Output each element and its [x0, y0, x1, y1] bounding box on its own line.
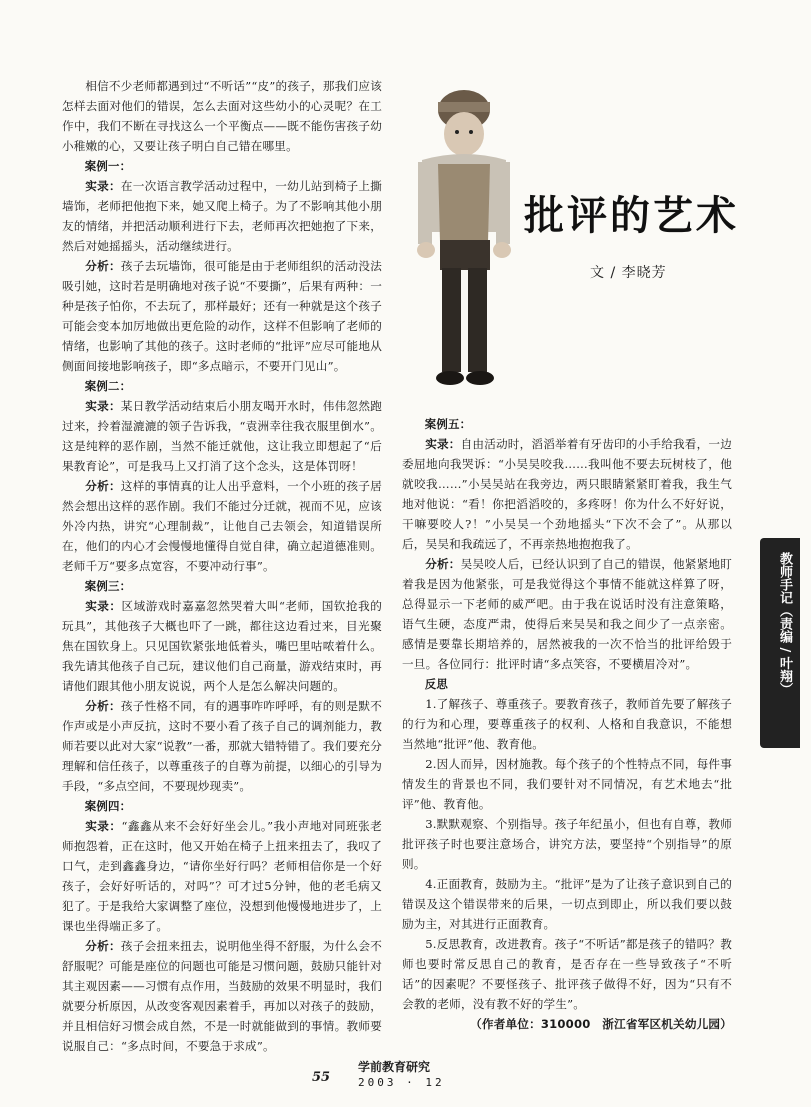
case-heading: 案例一： — [84, 159, 132, 173]
author-credit: （作者单位：310000 浙江省军区机关幼儿园） — [470, 1017, 732, 1031]
case-heading: 案例三： — [84, 579, 132, 593]
reflection-point: 3.默默观察、个别指导。孩子年纪虽小，但也有自尊，教师批评孩子时也要注意场合，讲究方法，要坚持“个别指导”的原则。 — [402, 817, 732, 871]
article-title: 批评的艺术 — [524, 193, 739, 239]
case-analysis: 分析：孩子会扭来扭去，说明他坐得不舒服，为什么会不舒服呢？可能是座位的问题也可能是习惯问题，鼓励只能针对其主观因素——习惯有点作用，当鼓励的效果不明显时，我们就要分析原因，从改变客观因素着手，再加以对孩子的鼓励，并且相信好习惯会成自然，不是一时就能做到的事情。教师要说服自己：“多点时间，不要急于求成”。 — [62, 939, 383, 1053]
intro-paragraph: 相信不少老师都遇到过“不听话”“皮”的孩子，那我们应该怎样去面对他们的错误，怎么去面对这些幼小的心灵呢？在工作中，我们不断在寻找这么一个平衡点——既不能伤害孩子幼小稚嫩的心，又要让孩子明白自己错在哪里。 — [62, 79, 382, 153]
reflection-heading: 反思 — [424, 677, 448, 691]
article-author: 文 / 李晓芳 — [590, 265, 667, 281]
case-analysis: 分析：孩子性格不同，有的遇事咋咋呼呼，有的则是默不作声或是小声反抗，这时不要小看了孩子自己的调剂能力，教师若要以此对大家“说教”一番，那就大错特错了。我们要充分理解和信任孩子，以尊重孩子的自尊为前提，以细心的引导为手段，“多点空间，不要现炒现卖”。 — [62, 699, 383, 793]
case-heading: 案例二： — [84, 379, 132, 393]
page-number: 55 — [312, 1070, 331, 1085]
case-fact: 实录：在一次语言教学活动过程中，一幼儿站到椅子上撕墙饰，老师把他抱下来，她又爬上椅子。为了不影响其他小朋友的情绪，并把活动顺利进行下去，老师再次把她抱了下来，然后对她摇摇头，活动继续进行。 — [62, 179, 383, 253]
section-label: 教师手记（责编 / 叶翔） — [777, 552, 792, 696]
case-analysis: 分析：孩子去玩墙饰，很可能是由于老师组织的活动没法吸引她，这时若是明确地对孩子说“不要撕”，后果有两种：一种是孩子怕你，不去玩了，那样最好；还有一种就是这个孩子可能会变本加厉地做出更危险的动作，这样不但影响了老师的情绪，也影响了其他的孩子。这时老师的“批评”应尽可能地从侧面间接地影响孩子，即“多点暗示，不要开门见山”。 — [62, 259, 383, 373]
journal-name: 学前教育研究 — [358, 1060, 431, 1074]
right-column — [402, 414, 732, 1034]
reflection-point: 4.正面教育，鼓励为主。“批评”是为了让孩子意识到自己的错误及这个错误带来的后果，一切点到即止，所以我们要以鼓励为主，对其进行正面教育。 — [402, 877, 732, 931]
case-fact: 实录：自由活动时，滔滔举着有牙齿印的小手给我看，一边委屈地向我哭诉：“小吴吴咬我……我叫他不要去玩树枝了，他就咬我……”小吴吴站在我旁边，两只眼睛紧紧盯着我，我生气地对他说：“看！你把滔滔咬的，多疼呀！你为什么不好好说，干嘛要咬人?！”小吴吴一个劲地摇头“下次不会了”。从那以后，吴吴和我疏远了，不再亲热地抱抱我了。 — [402, 437, 732, 551]
case-heading: 案例五： — [424, 417, 472, 431]
case-fact: 实录：区域游戏时嘉嘉忽然哭着大叫“老师，国钦抢我的玩具”，其他孩子大概也吓了一跳，都往这边看过来，目光聚焦在国钦身上。只见国钦紧张地低着头，嘴巴里咕哝着什么。我先请其他孩子自己玩，建议他们自己商量，游戏结束时，再请他们跟其他小朋友说说，两个人是怎么解决问题的。 — [62, 599, 382, 693]
case-analysis: 分析：这样的事情真的让人出乎意料，一个小班的孩子居然会想出这样的恶作剧。我们不能过分迁就，视而不见，应该外冷内热，讲究“心理制裁”，让他自己去领会，知道错误所在，他们的内心才会慢慢地懂得自觉自律，确立起道德准则。老师千万“要多点宽容，不要冲动行事”。 — [62, 479, 383, 573]
reflection-point: 2.因人而异，因材施教。每个孩子的个性特点不同，每件事情发生的背景也不同，我们要针对不同情况，有艺术地去“批评”他、教育他。 — [402, 757, 732, 811]
reflection-point: 5.反思教育，改进教育。孩子“不听话”都是孩子的错吗？教师也要时常反思自己的教育，是否存在一些导致孩子“不听话”的因素呢？不要怪孩子、批评孩子做得不好，因为“只有不会教的老师，没有教不好的学生”。 — [402, 937, 732, 1011]
case-analysis: 分析：吴吴咬人后，已经认识到了自己的错误，他紧紧地盯着我是因为他紧张，可是我觉得这个事情不能就这样算了呀，总得显示一下老师的威严吧。由于我在说话时没有注意策略，语气生硬，态度严肃，使得后来吴吴和我之间少了一点亲密。感情是要靠长期培养的，居然被我的一次不恰当的批评给毁于一旦。各位同行：批评时请“多点笑容，不要横眉冷对”。 — [402, 557, 732, 671]
left-column — [62, 76, 382, 1056]
case-heading: 案例四： — [84, 799, 132, 813]
reflection-point: 1.了解孩子、尊重孩子。要教育孩子，教师首先要了解孩子的行为和心理，要尊重孩子的权利、人格和自我意识，不能想当然地“批评”他、教育他。 — [402, 697, 732, 751]
case-fact: 实录：某日教学活动结束后小朋友喝开水时，伟伟忽然跑过来，拎着湿漉漉的领子告诉我，“袁洲幸往我衣服里倒水”。这是纯粹的恶作剧，当然不能迁就他，这让我立即想起了“后果教育论”，可是我马上又打消了这个念头，这是体罚呀！ — [62, 399, 383, 473]
journal-issue: 2003 · 12 — [358, 1076, 445, 1089]
child-photo — [404, 82, 516, 394]
case-fact: 实录：“鑫鑫从来不会好好坐会儿。”我小声地对同班张老师抱怨着，正在这时，他又开始在椅子上扭来扭去了，我叹了口气，走到鑫鑫身边，“请你坐好行吗？老师相信你是一个好孩子，会好好听话的，对吗”？可才过5分钟，他的老毛病又犯了。于是我给大家调整了座位，没想到他慢慢地进步了，上课也坐得端正多了。 — [62, 819, 382, 933]
